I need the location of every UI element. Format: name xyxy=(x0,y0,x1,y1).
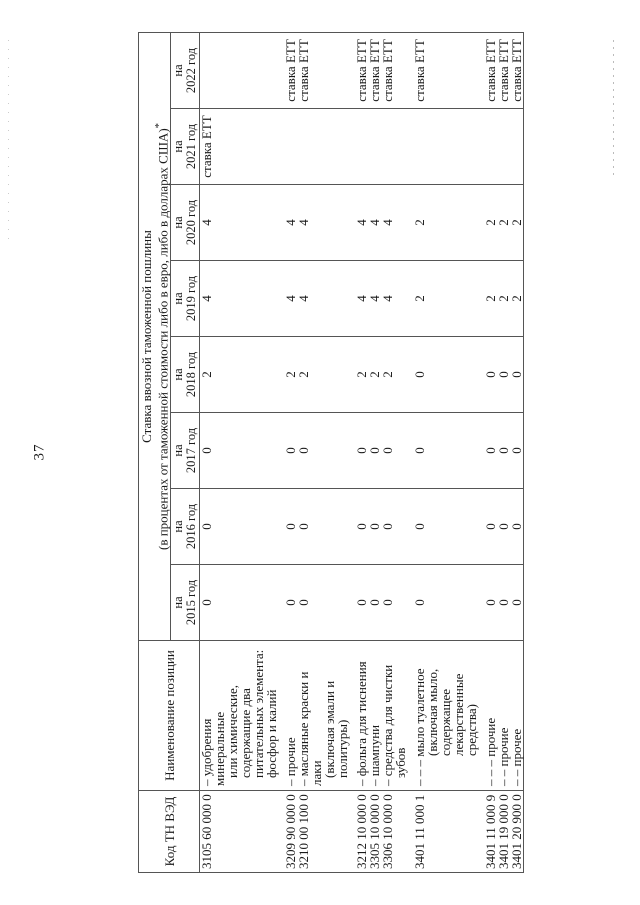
rate-cell: 0 xyxy=(413,565,478,641)
rate-cell: 2 xyxy=(413,185,478,261)
rate-cell: ставка ЕТТ xyxy=(284,32,297,108)
rate-cell: 0 xyxy=(484,413,497,489)
item-name-line: средства) xyxy=(464,704,480,756)
rate-cell: 0 xyxy=(497,337,510,413)
rate-cell: 2 xyxy=(484,261,497,337)
rate-cell: 0 xyxy=(355,489,368,565)
rate-cell xyxy=(381,109,407,185)
item-name-line: или химические, xyxy=(225,685,241,778)
header-rate-title xyxy=(139,32,171,640)
rate-cell xyxy=(368,109,381,185)
rate-cell: ставка ЕТТ xyxy=(497,32,510,108)
item-name xyxy=(200,641,279,791)
item-name-line: – – прочее xyxy=(509,728,525,786)
rate-cell: 0 xyxy=(200,413,279,489)
rate-cell: ставка ЕТТ xyxy=(297,32,349,108)
item-name-line: – – – мыло туалетное xyxy=(412,668,428,786)
item-name-line: политуры) xyxy=(335,719,351,778)
rate-cell xyxy=(484,109,497,185)
item-name-line: лекарственные xyxy=(451,673,467,756)
rate-cell: 2 xyxy=(297,337,349,413)
rate-cell xyxy=(297,109,349,185)
header-year-2 xyxy=(171,413,200,489)
year-prefix: на xyxy=(171,520,186,533)
rate-cell: 4 xyxy=(284,261,297,337)
rate-cell: 0 xyxy=(413,413,478,489)
year-label: 2019 год xyxy=(184,275,199,322)
rate-cell: 0 xyxy=(413,337,478,413)
rate-cell: 2 xyxy=(484,185,497,261)
rate-cell: 0 xyxy=(297,565,349,641)
rate-cell xyxy=(284,109,297,185)
rate-cell: 4 xyxy=(355,261,368,337)
header-name: Наименование позиции xyxy=(139,641,200,791)
tnved-code: 3209 90 000 0 xyxy=(284,791,297,873)
rate-cell: 2 xyxy=(355,337,368,413)
rate-cell: 0 xyxy=(355,565,368,641)
year-prefix: на xyxy=(171,596,186,609)
scan-artifact xyxy=(8,40,9,240)
rate-cell: 0 xyxy=(497,565,510,641)
year-label: 2021 год xyxy=(184,123,199,170)
rate-cell: 0 xyxy=(368,413,381,489)
rate-cell: 0 xyxy=(484,489,497,565)
table-row xyxy=(510,32,524,872)
rate-cell: 0 xyxy=(297,489,349,565)
tnved-code: 3401 11 000 1 xyxy=(413,791,478,873)
rate-cell: 0 xyxy=(510,413,524,489)
year-label: 2017 год xyxy=(184,427,199,474)
rate-cell: 4 xyxy=(368,185,381,261)
header-code: Код ТН ВЭД xyxy=(139,791,200,873)
table-body xyxy=(200,32,524,872)
rate-cell: 4 xyxy=(200,261,279,337)
rate-cell: 4 xyxy=(381,185,407,261)
tnved-code: 3401 19 000 0 xyxy=(497,791,510,873)
rate-cell: 4 xyxy=(200,185,279,261)
rate-cell: 0 xyxy=(297,413,349,489)
rate-title-line2: (в процентах от таможенной стоимости либо в евро, либо в долларах США)* xyxy=(153,122,171,550)
rate-cell: 0 xyxy=(381,413,407,489)
item-name-line: – – прочие xyxy=(496,727,512,786)
rate-cell: 0 xyxy=(284,565,297,641)
rate-cell: 2 xyxy=(497,261,510,337)
header-year-1 xyxy=(171,489,200,565)
rate-cell: 0 xyxy=(381,565,407,641)
rate-cell: 0 xyxy=(200,489,279,565)
item-name-line: – средства для чистки xyxy=(380,664,396,786)
rate-cell: 0 xyxy=(368,565,381,641)
tariff-table xyxy=(138,32,524,873)
item-name-line: (включая мыло, xyxy=(425,668,441,756)
rate-cell: 4 xyxy=(284,185,297,261)
rate-cell: 4 xyxy=(297,261,349,337)
tnved-code: 3210 00 100 0 xyxy=(297,791,349,873)
year-label: 2020 год xyxy=(184,199,199,246)
item-name-line: (включая эмали и xyxy=(322,680,338,778)
year-label: 2015 год xyxy=(184,579,199,626)
rate-cell: 2 xyxy=(510,185,524,261)
rate-cell xyxy=(497,109,510,185)
rate-cell: 0 xyxy=(200,565,279,641)
item-name-line: питательных элемента: xyxy=(251,649,267,778)
rate-cell: 0 xyxy=(355,413,368,489)
rate-cell: 0 xyxy=(413,489,478,565)
year-prefix: на xyxy=(171,368,186,381)
rate-cell: 0 xyxy=(510,337,524,413)
year-prefix: на xyxy=(171,292,186,305)
rate-cell xyxy=(413,109,478,185)
table-row xyxy=(297,32,349,872)
scan-artifact xyxy=(613,40,614,180)
rate-cell: 4 xyxy=(297,185,349,261)
rate-cell: 4 xyxy=(368,261,381,337)
year-label: 2018 год xyxy=(184,351,199,398)
rate-cell: 0 xyxy=(284,489,297,565)
footnote-mark: * xyxy=(153,122,165,129)
header-year-5 xyxy=(171,185,200,261)
rate-cell: ставка ЕТТ xyxy=(510,32,524,108)
rate-cell: 4 xyxy=(355,185,368,261)
rate-cell: 0 xyxy=(497,413,510,489)
item-name xyxy=(381,641,407,791)
rate-cell: 0 xyxy=(497,489,510,565)
tnved-code: 3401 20 900 0 xyxy=(510,791,524,873)
table-row xyxy=(413,32,478,872)
header-year-0 xyxy=(171,565,200,641)
rate-cell: 0 xyxy=(484,337,497,413)
rate-cell: ставка ЕТТ xyxy=(368,32,381,108)
item-name-line: – фольга для тиснения xyxy=(354,661,370,786)
item-name xyxy=(510,641,524,791)
header-year-7 xyxy=(171,32,200,108)
year-label: 2016 год xyxy=(184,503,199,550)
page-number: 37 xyxy=(31,443,48,461)
tariff-table-container xyxy=(138,33,568,873)
rate-cell: ставка ЕТТ xyxy=(355,32,368,108)
year-prefix: на xyxy=(171,444,186,457)
tnved-code: 3305 10 000 0 xyxy=(368,791,381,873)
tnved-code: 3105 60 000 0 xyxy=(200,791,279,873)
header-year-6 xyxy=(171,109,200,185)
rate-title-line1: Ставка ввозной таможенной пошлины xyxy=(139,230,154,443)
rate-cell: 0 xyxy=(484,565,497,641)
item-name xyxy=(297,641,349,791)
table-row xyxy=(200,32,279,872)
item-name-line: – удобрения минеральные xyxy=(199,711,228,786)
item-name-line: зубов xyxy=(393,747,409,778)
rate-cell: ставка ЕТТ xyxy=(484,32,497,108)
item-name-line: содержащие два xyxy=(238,688,254,778)
tnved-code: 3212 10 000 0 xyxy=(355,791,368,873)
header-year-3 xyxy=(171,337,200,413)
year-prefix: на xyxy=(171,64,186,77)
rate-cell xyxy=(355,109,368,185)
rate-cell: 0 xyxy=(510,489,524,565)
year-label: 2022 год xyxy=(184,47,199,94)
rate-cell: 4 xyxy=(381,261,407,337)
rate-cell: 2 xyxy=(200,337,279,413)
year-prefix: на xyxy=(171,216,186,229)
item-name-line: – – – прочие xyxy=(483,717,499,786)
rate-cell: 2 xyxy=(368,337,381,413)
rate-cell: 2 xyxy=(497,185,510,261)
header-year-4 xyxy=(171,261,200,337)
rate-cell: 2 xyxy=(284,337,297,413)
rate-cell: 0 xyxy=(510,565,524,641)
rate-cell: ставка ЕТТ xyxy=(413,32,478,108)
item-name-line: – прочие xyxy=(283,737,299,786)
item-name-line: – шампуни xyxy=(367,724,383,786)
rate-cell xyxy=(510,109,524,185)
rate-cell: ставка ЕТТ xyxy=(200,109,279,185)
item-name-line: содержащее xyxy=(438,688,454,756)
item-name-line: фосфор и калий xyxy=(264,689,280,778)
year-prefix: на xyxy=(171,140,186,153)
table-row xyxy=(381,32,407,872)
rate-cell: 0 xyxy=(284,413,297,489)
tnved-code: 3401 11 000 9 xyxy=(484,791,497,873)
rate-cell: 0 xyxy=(381,489,407,565)
rate-cell: 2 xyxy=(381,337,407,413)
item-name-line: – масляные краски и лаки xyxy=(296,671,325,786)
rate-cell: 2 xyxy=(510,261,524,337)
tnved-code: 3306 10 000 0 xyxy=(381,791,407,873)
rate-cell: ставка ЕТТ xyxy=(381,32,407,108)
rate-cell xyxy=(200,32,279,108)
rate-cell: 0 xyxy=(368,489,381,565)
rate-cell: 2 xyxy=(413,261,478,337)
item-name xyxy=(413,641,478,791)
